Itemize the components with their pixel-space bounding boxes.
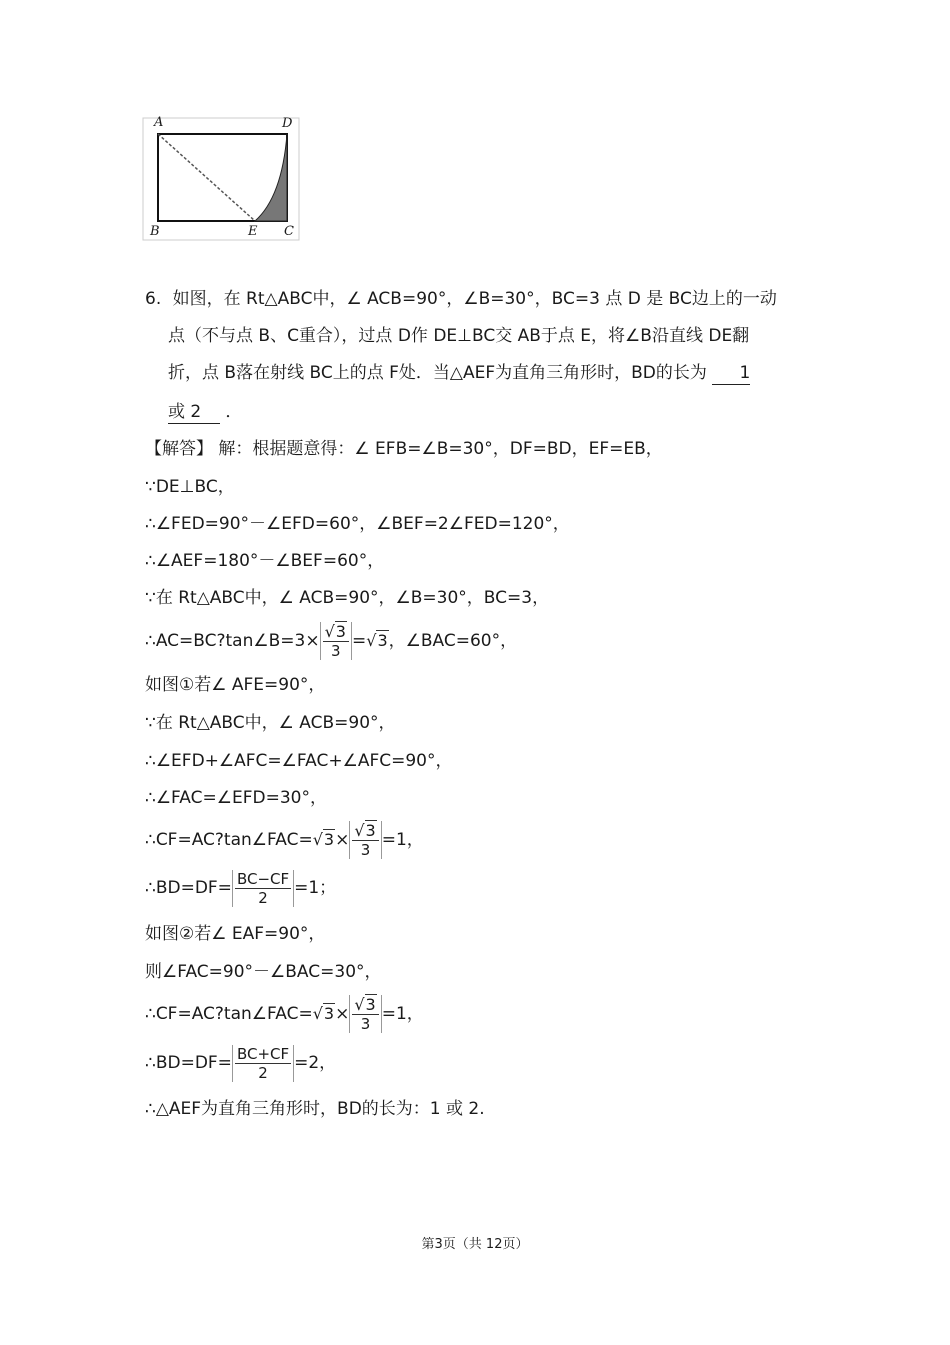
label-b: B [150, 224, 160, 239]
line15-suffix: =1， [381, 1004, 424, 1024]
denominator: 2 [258, 1063, 268, 1082]
solution-line-5: ∵在 Rt△ABC中，∠ ACB=90°，∠B=30°，BC=3， [145, 588, 550, 608]
fraction-sqrt3-over-3 [320, 622, 352, 660]
problem-text-3: 折，点 B落在射线 BC上的点 F处．当△AEF为直角三角形时，BD的长为 [168, 363, 707, 383]
answer-blank-2: 或 2 [168, 401, 220, 424]
problem-line-4 [168, 401, 242, 424]
problem-line-2: 点（不与点 B、C重合），过点 D作 DE⊥BC交 AB于点 E，将∠B沿直线 DE翻 [168, 326, 750, 346]
solution-line-10: ∴∠FAC=∠EFD=30°， [145, 788, 327, 808]
solution-line-13: 如图②若∠ EAF=90°， [145, 924, 326, 944]
line16-prefix: ∴BD=DF= [145, 1053, 232, 1073]
sqrt-3: √3 [366, 631, 388, 650]
problem-line-1 [145, 288, 777, 310]
solution-line-8: ∵在 Rt△ABC中，∠ ACB=90°， [145, 713, 396, 733]
denominator: 3 [360, 1014, 371, 1033]
denominator: 2 [258, 888, 268, 907]
sqrt-symbol: √3 [354, 820, 376, 840]
sqrt-3: √3 [312, 830, 335, 849]
solution-line-1: 【解答】 解：根据题意得：∠ EFB=∠B=30°，DF=BD，EF=EB， [145, 439, 663, 459]
solution-line-17: ∴△AEF为直角三角形时，BD的长为：1 或 2. [145, 1099, 485, 1119]
numerator: BC−CF [236, 869, 290, 888]
solution-line-4: ∴∠AEF=180°－∠BEF=60°， [145, 551, 385, 571]
solution-line-14: 则∠FAC=90°－∠BAC=30°， [145, 962, 382, 982]
solution-line-15 [145, 990, 424, 1038]
label-d: D [282, 116, 293, 131]
denominator: 3 [360, 840, 371, 859]
fraction-bc-minus-cf [232, 870, 294, 907]
line11-prefix: ∴CF=AC?tan∠FAC= [145, 830, 313, 850]
line11-suffix: =1， [381, 830, 424, 850]
geometry-figure [142, 117, 302, 243]
line6-eq: = [351, 631, 367, 651]
line15-prefix: ∴CF=AC?tan∠FAC= [145, 1004, 313, 1024]
times-sign: × [335, 830, 350, 850]
page-footer: 第3页（共 12页） [421, 1237, 529, 1252]
answer-blank-1: 1 [712, 362, 750, 385]
solution-line-12 [145, 865, 336, 911]
solution-line-7: 如图①若∠ AFE=90°， [145, 675, 326, 695]
problem-text-1: 如图，在 Rt△ABC中，∠ ACB=90°，∠B=30°，BC=3 点 D 是 BC边上的一动 [172, 289, 777, 309]
fraction-bc-plus-cf [232, 1045, 294, 1082]
rectangle-diagram [142, 117, 302, 243]
sqrt-3: √3 [312, 1004, 335, 1023]
line16-suffix: =2， [294, 1053, 337, 1073]
solution-line-2: ∵DE⊥BC， [145, 477, 235, 497]
solution-line-9: ∴∠EFD+∠AFC=∠FAC+∠AFC=90°， [145, 751, 453, 771]
times-sign: × [335, 1004, 350, 1024]
line6-prefix: ∴AC=BC?tan∠B=3× [145, 631, 320, 651]
solution-line-16 [145, 1040, 336, 1086]
label-c: C [284, 224, 294, 239]
line12-suffix: =1； [294, 878, 337, 898]
problem-number: 6. [145, 289, 162, 309]
label-a: A [154, 115, 164, 130]
solution-line-3: ∴∠FED=90°－∠EFD=60°，∠BEF=2∠FED=120°， [145, 514, 570, 534]
fraction-sqrt3-over-3 [349, 995, 381, 1033]
numerator: BC+CF [236, 1044, 290, 1063]
sqrt-symbol: √3 [324, 621, 346, 641]
problem-text-4: ． [225, 402, 243, 422]
fraction-sqrt3-over-3 [349, 821, 381, 859]
denominator: 3 [331, 641, 341, 660]
solution-line-6 [145, 617, 517, 665]
problem-line-3 [168, 362, 750, 385]
sqrt-symbol: √3 [354, 994, 376, 1014]
line6-suffix: ，∠BAC=60°， [388, 631, 518, 651]
label-e: E [248, 224, 258, 239]
solution-line-11 [145, 816, 424, 864]
line12-prefix: ∴BD=DF= [145, 878, 232, 898]
